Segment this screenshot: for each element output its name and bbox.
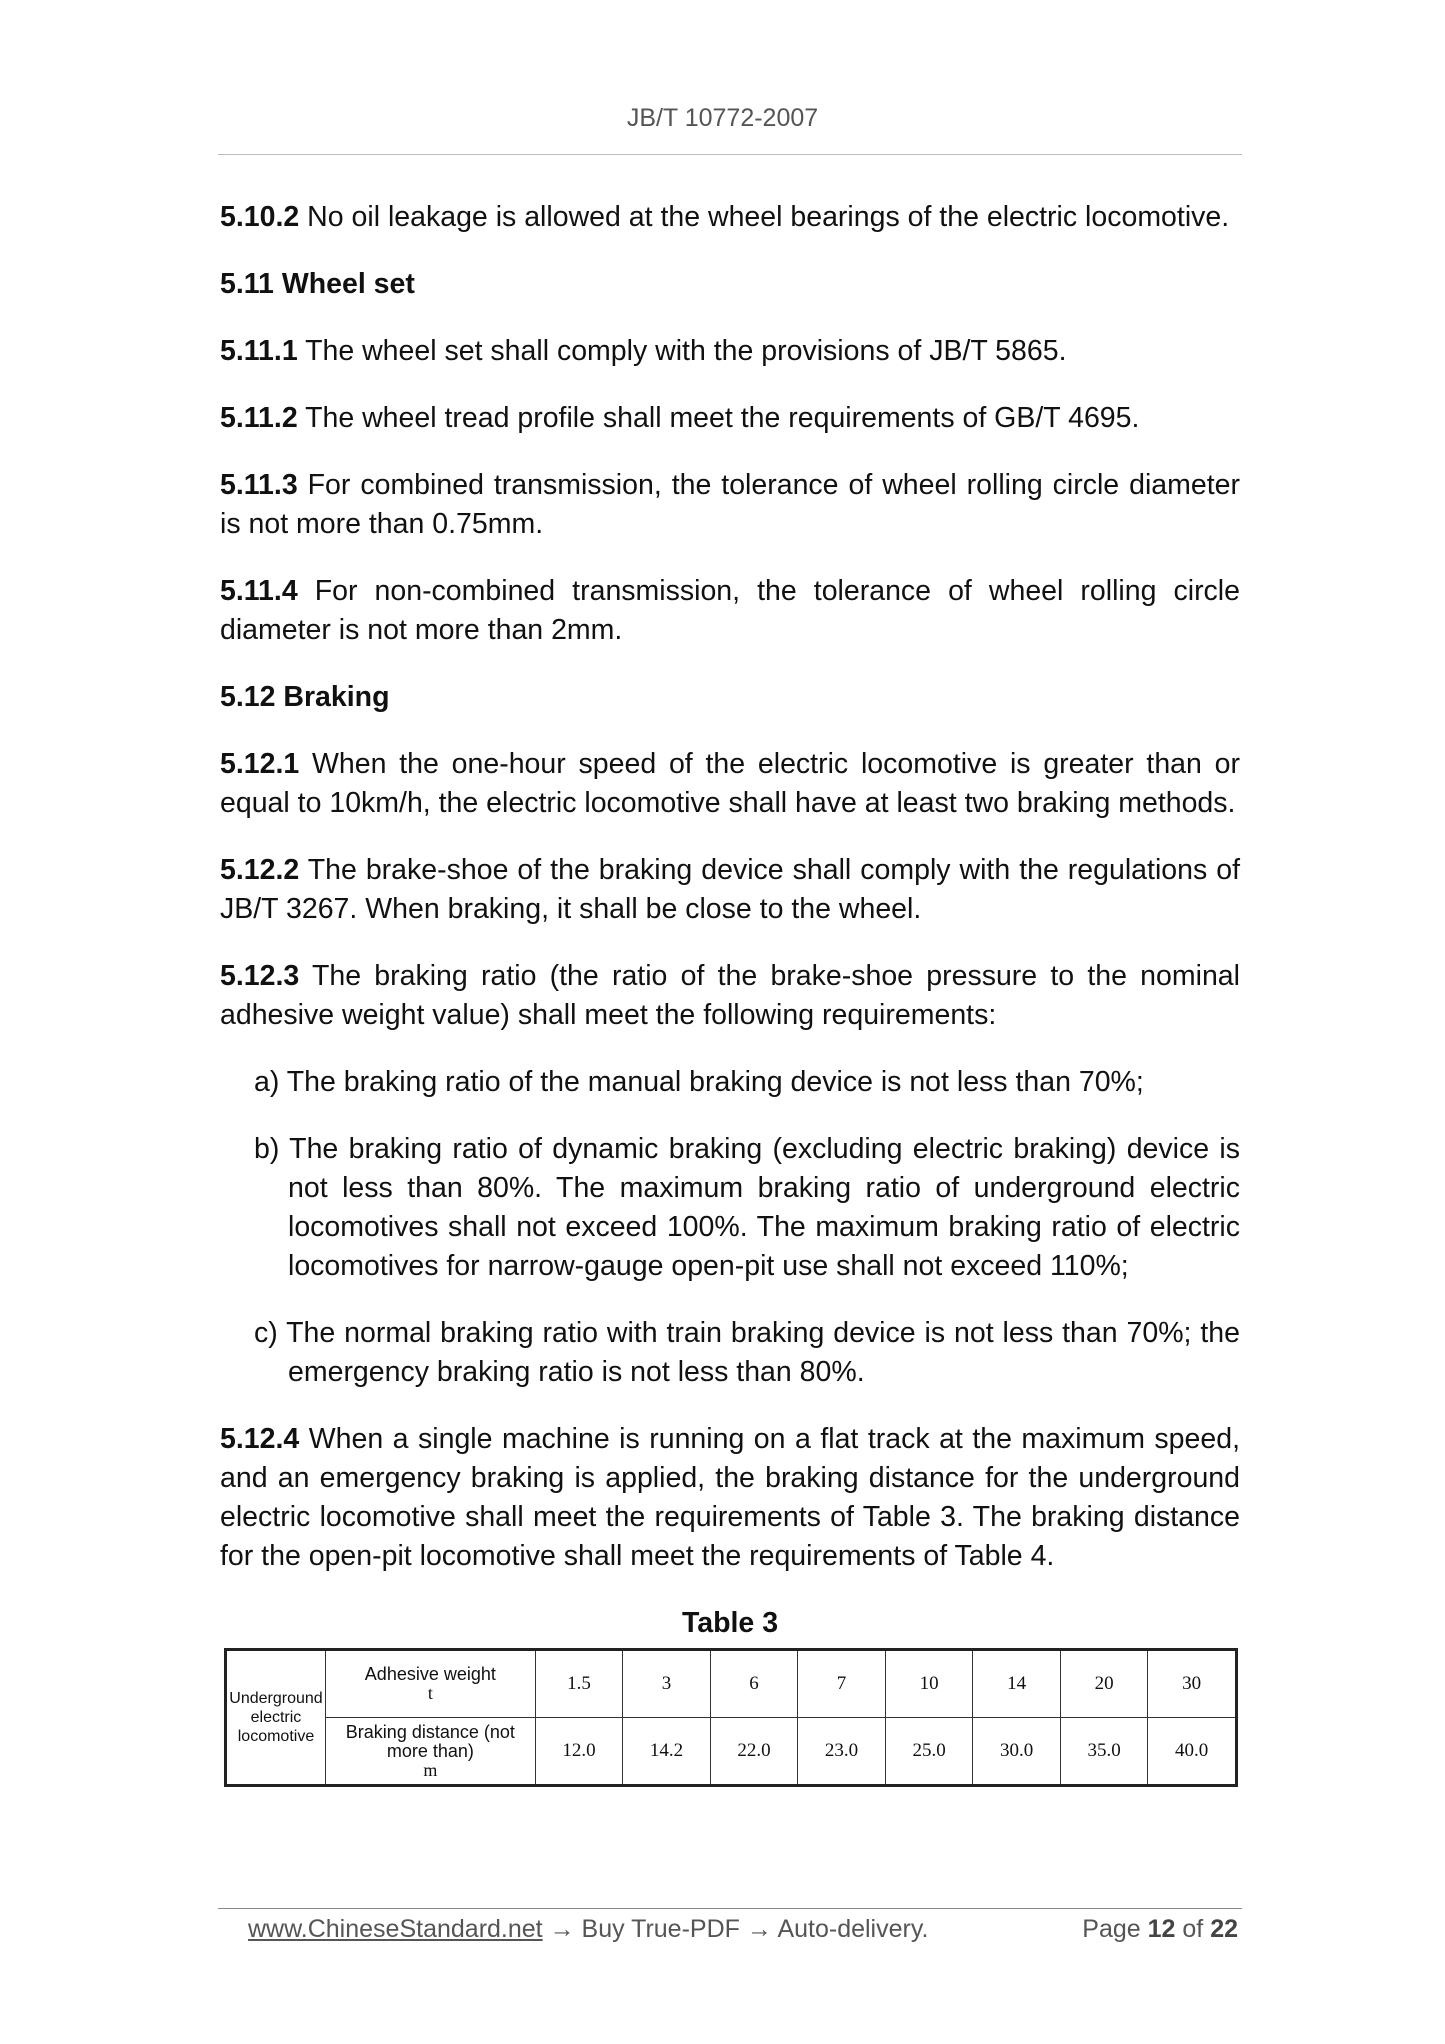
page-number: 12: [1147, 1915, 1176, 1943]
list-item-b: b) The braking ratio of dynamic braking (excluding electric braking) device is not less than 80%. The maximum braking ratio of underground electric locomotives shall not exceed 100%. The maximum braking ratio of electric locomotives for narrow-gauge open-pit use shall not exceed 110%;: [254, 1133, 1240, 1282]
table-3: [224, 1648, 1238, 1787]
page-total: 22: [1210, 1915, 1238, 1943]
document-body: [220, 198, 1240, 1643]
table-cell: 14: [973, 1650, 1061, 1718]
clause-5-11-2: 5.11.2 The wheel tread profile shall meet the requirements of GB/T 4695.: [220, 402, 1140, 434]
section-heading-wheel-set: 5.11 Wheel set: [220, 268, 415, 300]
adhesive-weight-label: Adhesive weight: [364, 1664, 496, 1684]
braking-distance-table: [224, 1648, 1238, 1787]
section-heading-braking: 5.12 Braking: [220, 681, 390, 713]
table-row: [226, 1718, 1237, 1786]
braking-distance-unit: m: [423, 1759, 438, 1780]
list-item-c: c) The normal braking ratio with train braking device is not less than 70%; the emergency braking ratio is not less than 80%.: [254, 1317, 1240, 1388]
table-cell: 22.0: [710, 1718, 798, 1786]
document-header: JB/T 10772-2007: [626, 104, 819, 132]
table-cell: 1.5: [535, 1650, 623, 1718]
page-indicator: Page 12 of 22: [1082, 1915, 1238, 1943]
table-title: Table 3: [681, 1607, 779, 1639]
table-cell: 30: [1148, 1650, 1237, 1718]
arrow-right-icon: →: [549, 1915, 575, 1943]
table-cell: 30.0: [973, 1718, 1061, 1786]
table-cell: 6: [710, 1650, 798, 1718]
clause-5-12-3: 5.12.3 The braking ratio (the ratio of the brake-shoe pressure to the nominal adhesive weight value) shall meet the following requirements:: [220, 960, 1240, 1031]
table-cell: 40.0: [1148, 1718, 1237, 1786]
table-cell: 20: [1060, 1650, 1148, 1718]
clause-5-12-4: 5.12.4 When a single machine is running on a flat track at the maximum speed, and an emergency braking is applied, the braking distance for the underground electric locomotive shall meet the requirements of Table 3. The braking distance for the open-pit locomotive shall meet the requirements of Table 4.: [220, 1423, 1240, 1572]
header-divider: [218, 154, 1242, 155]
footer-divider: [218, 1908, 1242, 1909]
table-cell: 7: [798, 1650, 886, 1718]
table-cell: 35.0: [1060, 1718, 1148, 1786]
param-label-cell: [325, 1650, 535, 1718]
clause-5-12-2: 5.12.2 The brake-shoe of the braking device shall comply with the regulations of JB/T 3267. When braking, it shall be close to the wheel.: [220, 854, 1240, 925]
table-cell: 12.0: [535, 1718, 623, 1786]
buy-text: Buy True-PDF: [581, 1915, 740, 1943]
arrow-right-icon: →: [746, 1915, 772, 1943]
adhesive-weight-unit: t: [427, 1683, 433, 1703]
table-row: [226, 1650, 1237, 1718]
clause-5-11-1: 5.11.1 The wheel set shall comply with the provisions of JB/T 5865.: [220, 335, 1067, 367]
row-label-cell: Underground electric locomotive: [226, 1650, 326, 1786]
page-footer: [248, 1915, 1238, 1944]
table-cell: 25.0: [885, 1718, 973, 1786]
table-cell: 10: [885, 1650, 973, 1718]
list-item-a: a) The braking ratio of the manual braking device is not less than 70%;: [254, 1066, 1144, 1098]
table-cell: 3: [623, 1650, 711, 1718]
braking-distance-label: Braking distance (not more than): [345, 1721, 515, 1761]
clause-5-11-4: 5.11.4 For non-combined transmission, the tolerance of wheel rolling circle diameter is not more than 2mm.: [220, 575, 1240, 646]
param-label-cell: [325, 1718, 535, 1786]
table-cell: 14.2: [623, 1718, 711, 1786]
clause-5-10-2: 5.10.2 No oil leakage is allowed at the wheel bearings of the electric locomotive.: [220, 201, 1230, 233]
website-link[interactable]: www.ChineseStandard.net: [248, 1915, 543, 1943]
clause-5-12-1: 5.12.1 When the one-hour speed of the electric locomotive is greater than or equal to 10km/h, the electric locomotive shall have at least two braking methods.: [220, 748, 1240, 819]
auto-delivery-text: Auto-delivery.: [777, 1915, 929, 1943]
clause-5-11-3: 5.11.3 For combined transmission, the tolerance of wheel rolling circle diameter is not more than 0.75mm.: [220, 469, 1240, 540]
table-cell: 23.0: [798, 1718, 886, 1786]
